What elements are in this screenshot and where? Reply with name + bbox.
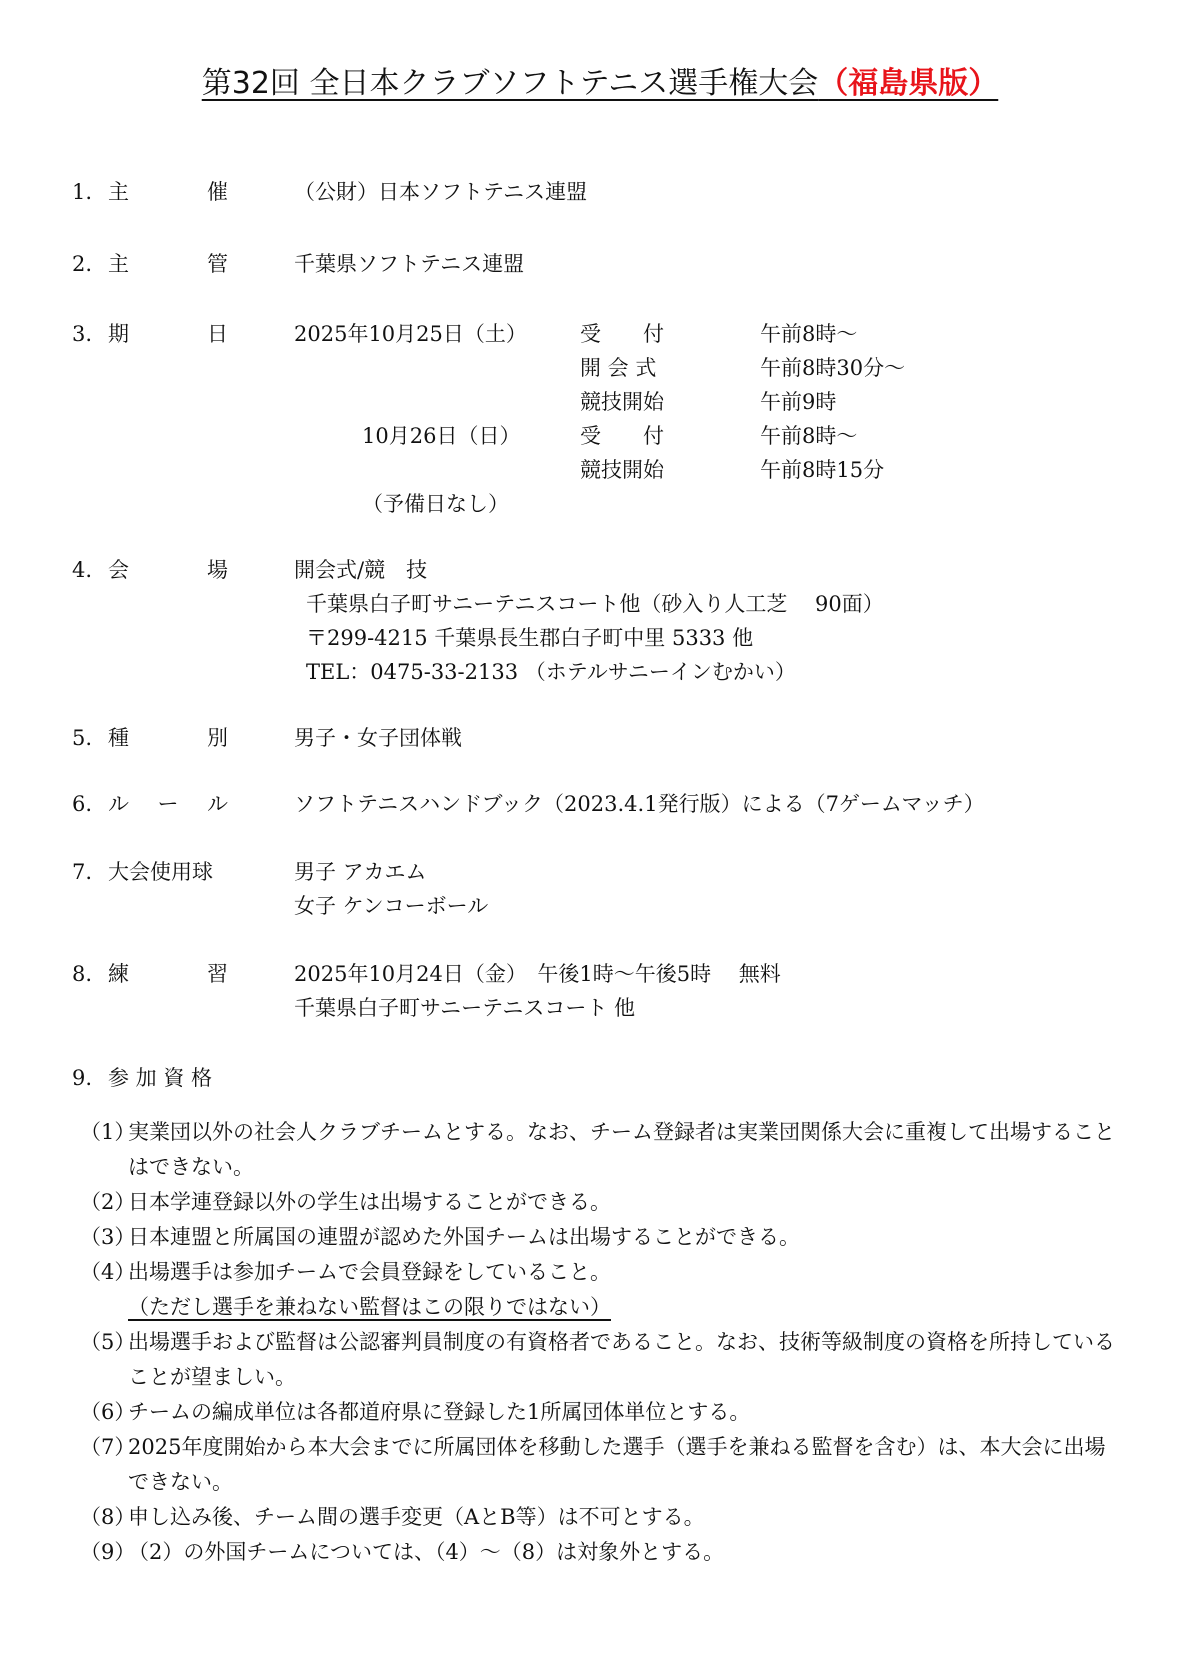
- section-number: 1.: [72, 180, 93, 204]
- item-marker: （4）: [80, 1260, 136, 1284]
- list-item: [80, 1255, 1120, 1325]
- item-text: 実業団以外の社会人クラブチームとする。なお、チーム登録者は実業団関係大会に重複して出場することはできない。: [128, 1120, 1115, 1179]
- schedule-time: 午前8時～: [760, 322, 858, 346]
- item-marker: （2）: [80, 1190, 136, 1214]
- list-item: [80, 1325, 1120, 1395]
- section-practice: [72, 956, 1072, 1028]
- item-text: チームの編成単位は各都道府県に登録した1所属団体単位とする。: [128, 1400, 751, 1424]
- section-value: （公財）日本ソフトテニス連盟: [294, 180, 588, 204]
- ball-line: 女子 ケンコーボール: [294, 894, 489, 918]
- section-heading: 主 催: [108, 180, 228, 204]
- practice-line: 千葉県白子町サニーテニスコート 他: [294, 996, 635, 1020]
- item-marker: （8）: [80, 1505, 136, 1529]
- section-venue: [72, 552, 1072, 692]
- item-text: 日本学連登録以外の学生は出場することができる。: [128, 1190, 611, 1214]
- item-text: 出場選手および監督は公認審判員制度の有資格者であること。なお、技術等級制度の資格を所持していることが望ましい。: [128, 1330, 1115, 1389]
- day2-date: 10月26日（日）: [362, 424, 521, 448]
- practice-line: 2025年10月24日（金） 午後1時～午後5時 無料: [294, 962, 781, 986]
- section-heading: 参 加 資 格: [108, 1066, 213, 1090]
- section-number: 9.: [72, 1066, 93, 1090]
- section-heading: 種 別: [108, 726, 228, 750]
- day1-date: 2025年10月25日（土）: [294, 322, 527, 346]
- title-suffix: （福島県版）: [818, 66, 999, 101]
- venue-line: 千葉県白子町サニーテニスコート他（砂入り人工芝 90面）: [306, 592, 884, 616]
- item-note-underlined: （ただし選手を兼ねない監督はこの限りではない）: [128, 1295, 611, 1319]
- title-main: 第32回 全日本クラブソフトテニス選手権大会: [201, 66, 819, 101]
- title-underline: [202, 66, 999, 101]
- item-text-block: [128, 1255, 1120, 1325]
- item-text: （2）の外国チームについては、（4）～（8）は対象外とする。: [128, 1540, 725, 1564]
- list-item: [80, 1220, 1120, 1255]
- section-heading: 会 場: [108, 558, 228, 582]
- section-value: ソフトテニスハンドブック（2023.4.1発行版）による（7ゲームマッチ）: [294, 792, 985, 816]
- venue-phone: TEL：0475-33-2133 （ホテルサニーインむかい）: [306, 660, 796, 684]
- schedule-time: 午前9時: [760, 390, 837, 414]
- section-number: 3.: [72, 322, 93, 346]
- list-item: [80, 1115, 1120, 1185]
- list-item: [80, 1535, 1120, 1570]
- section-number: 2.: [72, 252, 93, 276]
- schedule-label: 受 付: [580, 424, 664, 448]
- section-number: 7.: [72, 860, 93, 884]
- item-marker: （6）: [80, 1400, 136, 1424]
- eligibility-list: [80, 1115, 1120, 1570]
- schedule-time: 午前8時～: [760, 424, 858, 448]
- schedule-label: 競技開始: [580, 390, 664, 414]
- section-heading: 練 習: [108, 962, 228, 986]
- schedule-label: 受 付: [580, 322, 664, 346]
- section-dates: [72, 316, 1072, 526]
- document-title: [0, 64, 1200, 104]
- schedule-label: 開 会 式: [580, 356, 657, 380]
- item-text: 日本連盟と所属国の連盟が認めた外国チームは出場することができる。: [128, 1225, 800, 1249]
- section-value: 男子・女子団体戦: [294, 726, 462, 750]
- venue-address: 〒299-4215 千葉県長生郡白子町中里 5333 他: [306, 626, 754, 650]
- item-marker: （3）: [80, 1225, 136, 1249]
- ball-line: 男子 アカエム: [294, 860, 427, 884]
- list-item: [80, 1430, 1120, 1500]
- reserve-day-note: （予備日なし）: [362, 492, 509, 516]
- section-heading: 期 日: [108, 322, 228, 346]
- section-heading: ル ー ル: [108, 792, 228, 816]
- item-marker: （1）: [80, 1120, 136, 1144]
- section-heading: 大会使用球: [108, 860, 213, 884]
- section-number: 8.: [72, 962, 93, 986]
- section-number: 4.: [72, 558, 93, 582]
- list-item: [80, 1500, 1120, 1535]
- schedule-time: 午前8時15分: [760, 458, 885, 482]
- section-number: 5.: [72, 726, 93, 750]
- section-heading: 主 管: [108, 252, 228, 276]
- item-marker: （7）: [80, 1435, 136, 1459]
- item-text: 出場選手は参加チームで会員登録をしていること。: [128, 1260, 611, 1284]
- schedule-label: 競技開始: [580, 458, 664, 482]
- item-marker: （9）: [80, 1540, 136, 1564]
- list-item: [80, 1395, 1120, 1430]
- venue-line: 開会式/競 技: [294, 558, 428, 582]
- item-text: 2025年度開始から本大会までに所属団体を移動した選手（選手を兼ねる監督を含む）は、本大会に出場できない。: [128, 1435, 1106, 1494]
- section-balls: [72, 854, 1072, 926]
- list-item: [80, 1185, 1120, 1220]
- section-value: 千葉県ソフトテニス連盟: [294, 252, 525, 276]
- item-marker: （5）: [80, 1330, 136, 1354]
- item-text: 申し込み後、チーム間の選手変更（AとB等）は不可とする。: [128, 1505, 705, 1529]
- schedule-time: 午前8時30分～: [760, 356, 906, 380]
- section-number: 6.: [72, 792, 93, 816]
